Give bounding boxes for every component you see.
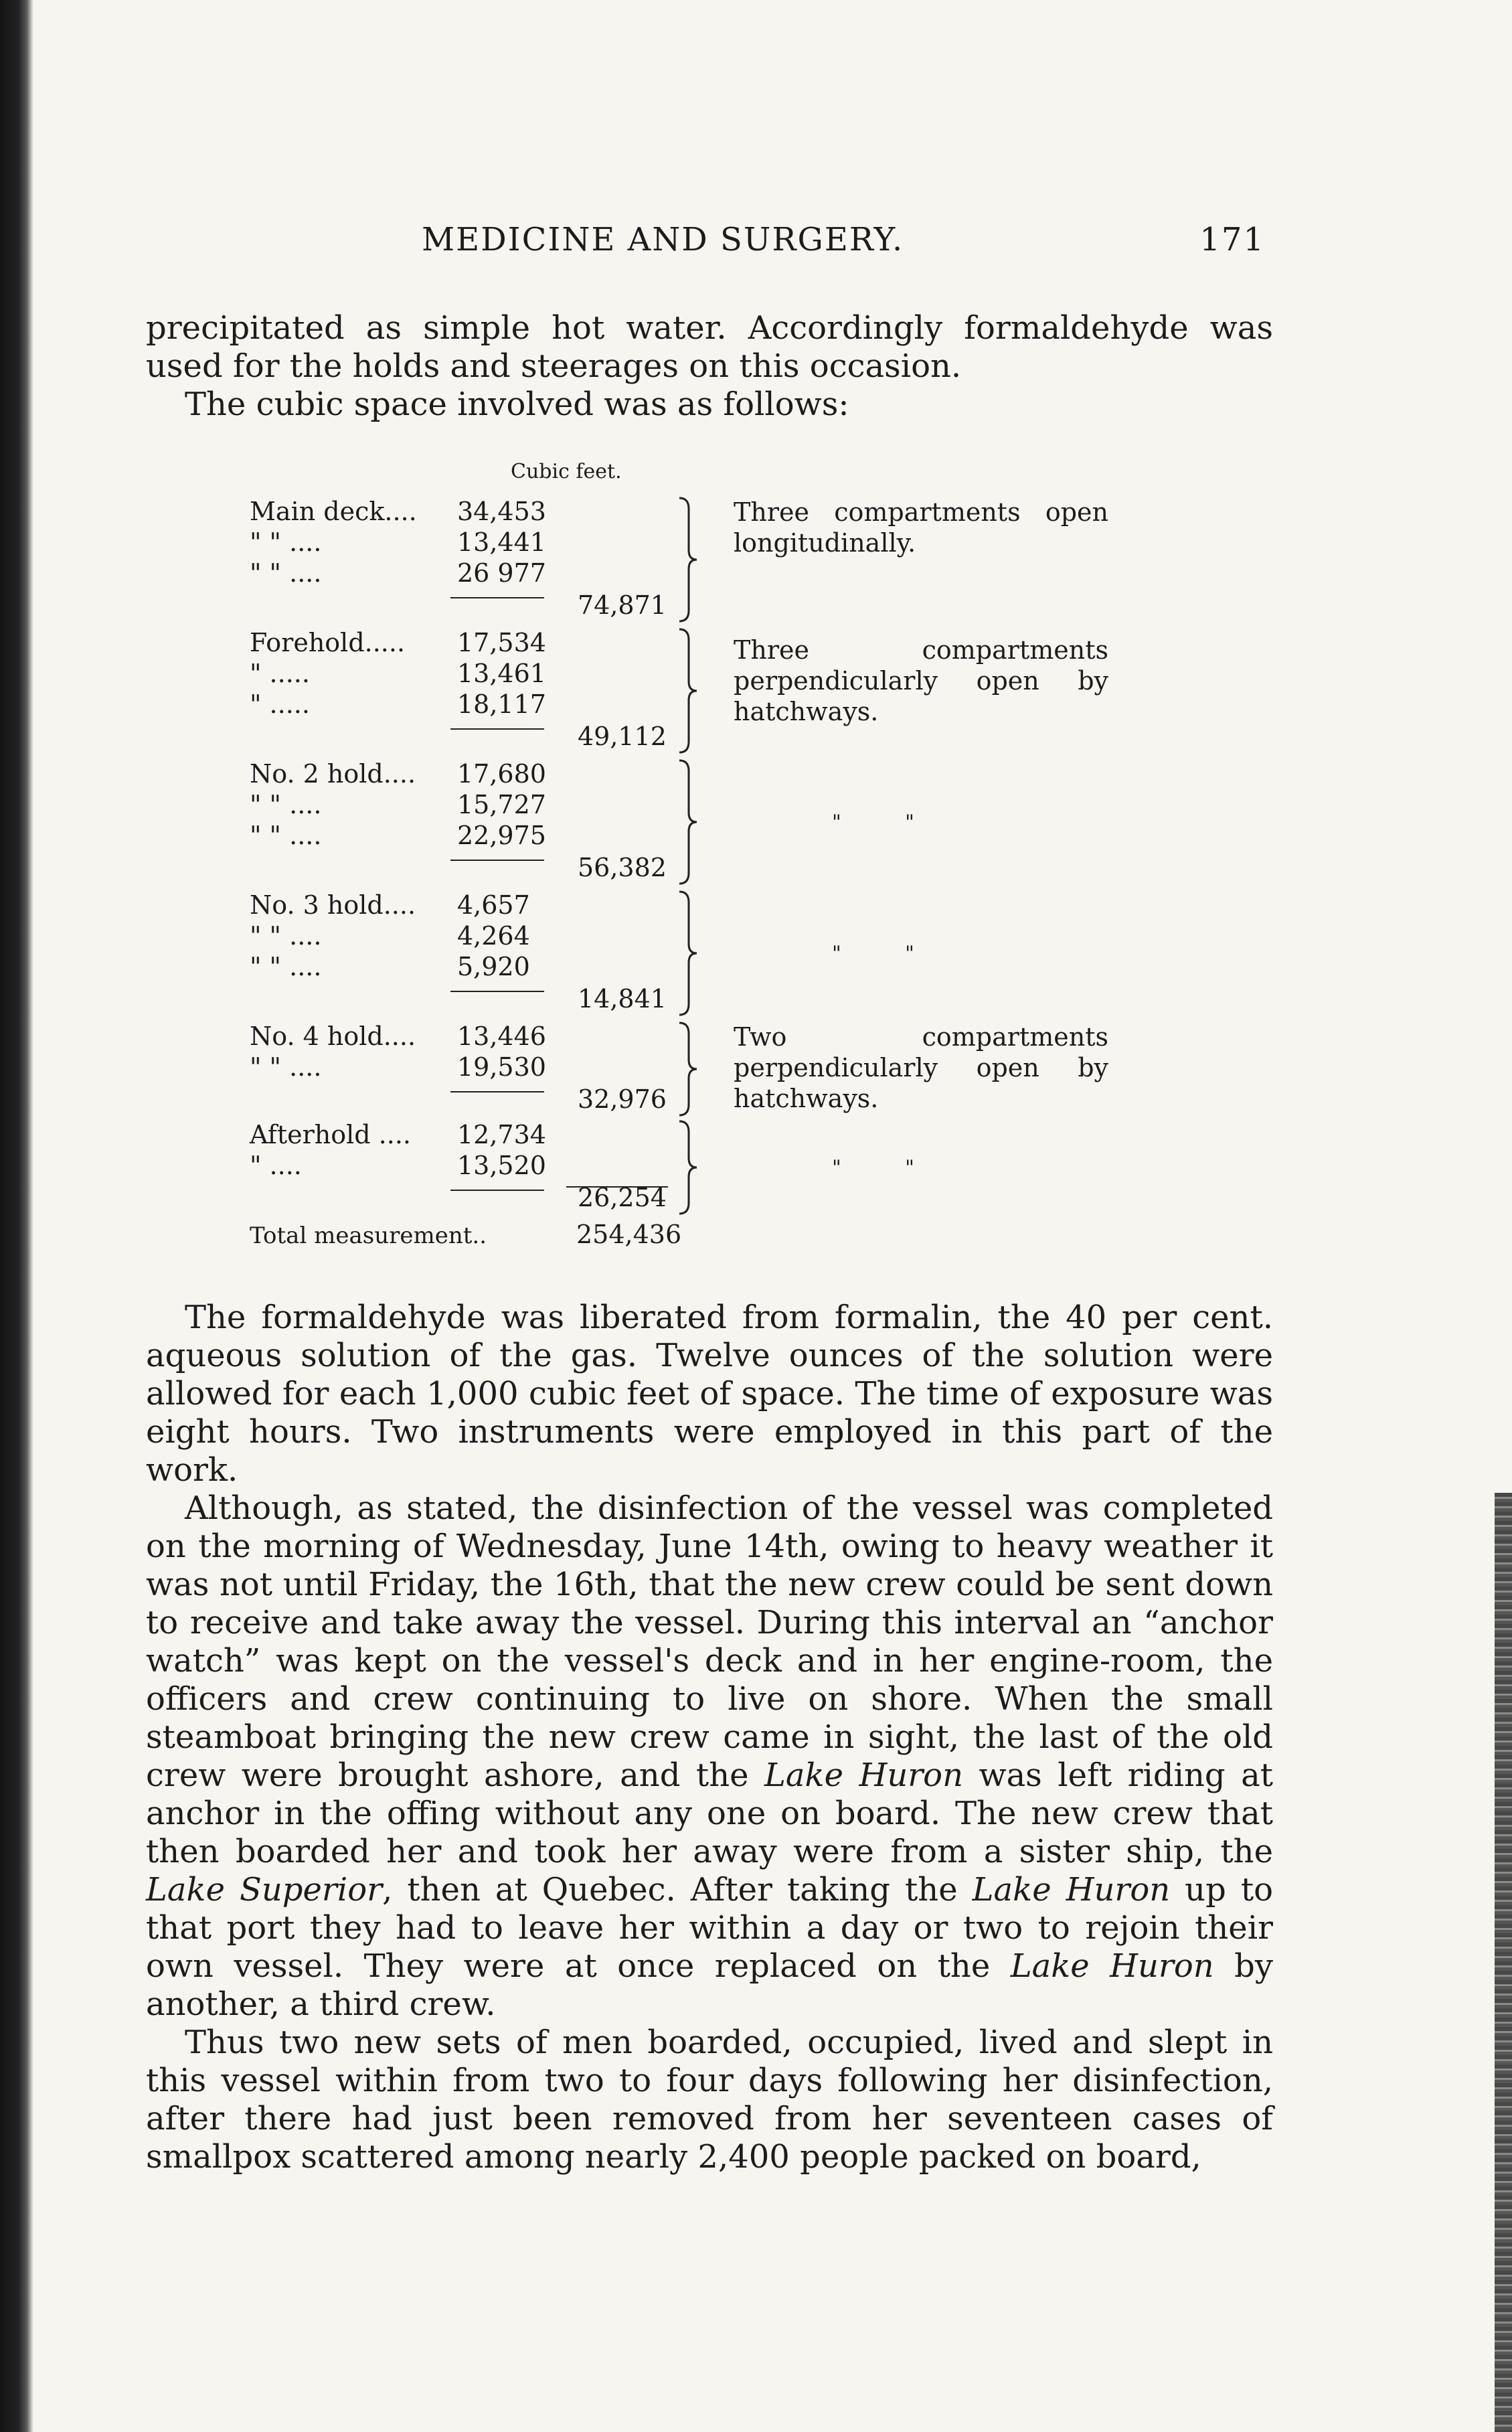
subtotal-value: 56,382 (578, 853, 667, 882)
text-run: , then at Quebec. After taking the (382, 1871, 973, 1909)
row-value: 34,453 (457, 497, 546, 526)
intro-paragraph: precipitated as simple hot water. Accordingly formaldehyde was used for the holds and steerages on this occasion. (146, 309, 1273, 385)
table-row (250, 890, 530, 921)
total-rule (566, 1186, 668, 1188)
total-row (250, 1220, 681, 1250)
ship-name: Lake Superior (146, 1871, 383, 1909)
row-value: 13,520 (457, 1151, 546, 1180)
row-label: " " .... (250, 952, 322, 981)
row-value: 5,920 (457, 952, 530, 981)
total-label: Total measurement.. (250, 1222, 487, 1249)
ship-name: Lake Huron (1010, 1947, 1214, 1985)
row-label: " .... (250, 1151, 302, 1180)
row-label: " " .... (250, 558, 322, 588)
row-value: 4,657 (457, 890, 530, 920)
text-run: was left riding at anchor in the offing without any one on board. The new crew that then boarded her and took her away were from a sister ship, the (146, 1757, 1273, 1870)
subtotal-value: 74,871 (578, 590, 667, 620)
book-spine-shadow (0, 0, 33, 2432)
subtotal-value: 14,841 (578, 984, 667, 1014)
ditto-note: " " (832, 1156, 914, 1180)
subtotal-value: 26,254 (578, 1183, 667, 1212)
curly-brace (678, 497, 698, 623)
row-value: 26 977 (457, 558, 546, 588)
subtotal-rule (450, 860, 544, 861)
intro-lead: The cubic space involved was as follows: (185, 386, 849, 423)
subtotal-rule (450, 597, 544, 598)
row-label: " " .... (250, 790, 322, 819)
ditto-note: " " (832, 942, 914, 965)
compartment-note: Two compartments perpendicularly open by hatchways. (734, 1022, 1108, 1113)
ditto-note: " " (832, 811, 914, 834)
row-label: No. 4 hold.... (250, 1022, 416, 1051)
paragraph-new-sets: Thus two new sets of men boarded, occupied, lived and slept in this vessel within from two to four days following her disinfection, after there had just been removed from her seventeen cases of smallpox scattered among nearly 2,400 people packed on board, (146, 2024, 1273, 2176)
row-value: 18,117 (457, 690, 546, 719)
curly-brace (678, 628, 698, 754)
paragraph-crew (146, 1489, 1273, 2024)
row-value: 13,461 (457, 659, 546, 688)
row-label: No. 2 hold.... (250, 759, 416, 789)
table-row (250, 759, 546, 790)
row-value: 13,441 (457, 528, 546, 557)
row-value: 13,446 (457, 1022, 546, 1051)
row-label: " " .... (250, 528, 322, 557)
table-row (250, 659, 546, 690)
table-row (250, 558, 546, 589)
row-value: 17,680 (457, 759, 546, 789)
table-row (250, 1022, 546, 1052)
text-run: by another, a third crew. (146, 1947, 1273, 2023)
row-value: 12,734 (457, 1120, 546, 1149)
compartment-note: Three compartments open longitudinally. (734, 497, 1108, 558)
curly-brace (678, 759, 698, 885)
row-value: 22,975 (457, 821, 546, 850)
cubic-space-table (250, 442, 1187, 1259)
table-row (250, 1052, 546, 1083)
row-value: 17,534 (457, 628, 546, 657)
subtotal-value: 32,976 (578, 1084, 667, 1114)
row-label: " ..... (250, 690, 310, 719)
body-text (146, 1299, 1273, 2176)
row-label: " " .... (250, 921, 322, 951)
ship-name: Lake Huron (972, 1871, 1171, 1909)
table-row (250, 921, 530, 952)
page-number: 171 (1199, 221, 1265, 258)
table-row (250, 821, 546, 852)
row-label: Main deck.... (250, 497, 417, 526)
row-label: " " .... (250, 821, 322, 850)
running-header (147, 221, 1265, 274)
subtotal-rule (450, 1091, 544, 1092)
table-row (250, 1120, 546, 1151)
running-title: MEDICINE AND SURGERY. (422, 221, 904, 258)
row-value: 19,530 (457, 1052, 546, 1082)
row-label: " ..... (250, 659, 310, 688)
curly-brace (678, 1022, 698, 1117)
table-row (250, 528, 546, 558)
curly-brace (678, 890, 698, 1016)
compartment-note: Three compartments perpendicularly open by hatchways. (734, 635, 1108, 726)
subtotal-rule (450, 991, 544, 992)
curly-brace (678, 1120, 698, 1215)
intro-text (146, 309, 1273, 424)
subtotal-value: 49,112 (578, 722, 667, 751)
text-run: Although, as stated, the disinfection of the vessel was completed on the morning of Wednesday, June 14th, owing to heavy weather it was not until Friday, the 16th, that the new crew could be sent down to receive and take away the vessel. During this interval an “anchor watch” was kept on the vessel's deck and in her engine-room, the officers and crew continuing to live on shore. When the small steamboat bringing the new crew came in sight, the last of the old crew were brought ashore, and the (146, 1489, 1273, 1794)
table-row (250, 628, 546, 659)
subtotal-rule (450, 728, 544, 730)
total-value: 254,436 (576, 1220, 682, 1249)
table-row (250, 1151, 546, 1182)
column-header: Cubic feet. (511, 460, 622, 483)
text-run: up to that port they had to leave her within a day or two to rejoin their own vessel. They were at once replaced on the (146, 1871, 1274, 1985)
page-edge-shadow (1495, 1493, 1512, 2432)
row-label: No. 3 hold.... (250, 890, 416, 920)
row-label: Forehold..... (250, 628, 406, 657)
subtotal-rule (450, 1190, 544, 1191)
table-row (250, 790, 546, 821)
paragraph-formaldehyde: The formaldehyde was liberated from formalin, the 40 per cent. aqueous solution of the gas. Twelve ounces of the solution were allowed for each 1,000 cubic feet of space. The time of exposure was eight hours. Two instruments were employed in this part of the work. (146, 1299, 1273, 1489)
row-value: 15,727 (457, 790, 546, 819)
row-value: 4,264 (457, 921, 530, 951)
row-label: " " .... (250, 1052, 322, 1082)
table-row (250, 690, 546, 720)
table-row (250, 952, 530, 983)
table-row (250, 497, 546, 528)
ship-name: Lake Huron (764, 1757, 963, 1794)
row-label: Afterhold .... (250, 1120, 411, 1149)
